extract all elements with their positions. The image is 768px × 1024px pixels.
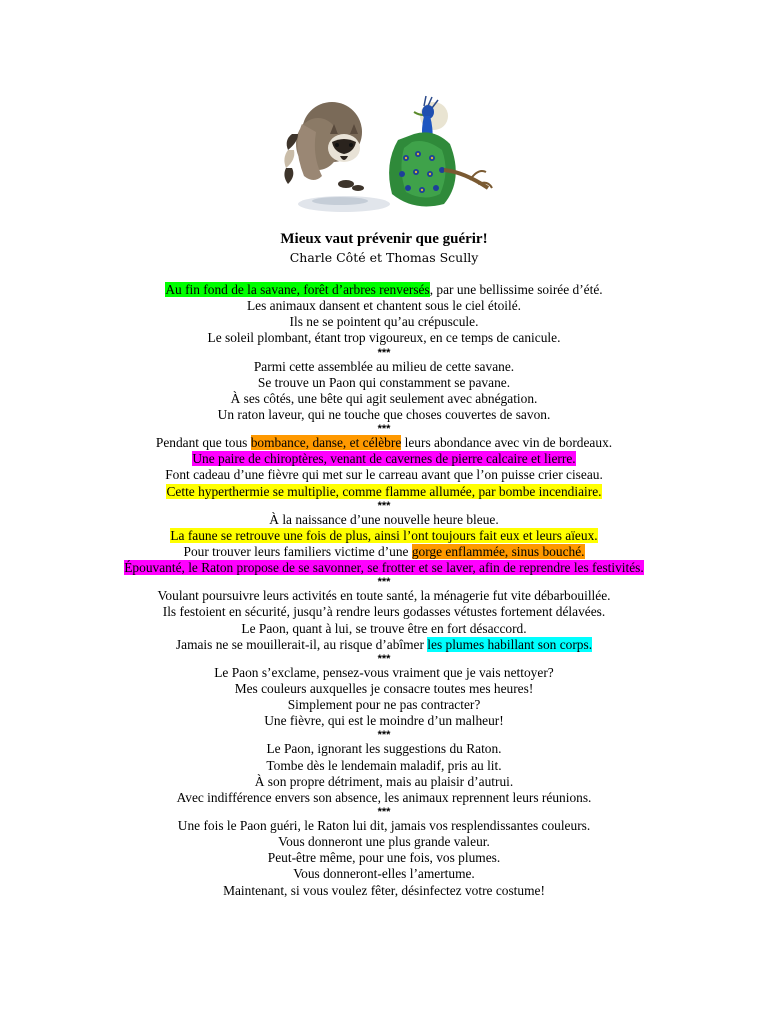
highlighted-text: les plumes habillant son corps.: [427, 636, 593, 652]
poem-line: [0, 330, 768, 346]
poem-line: [0, 621, 768, 637]
poem-line: [0, 467, 768, 483]
line-text: Vous donneront une plus grande valeur.: [278, 834, 490, 850]
highlighted-text: bombance, danse, et célèbre: [250, 435, 402, 451]
highlighted-text: Une paire de chiroptères, venant de cavernes de pierre calcaire et lierre.: [192, 451, 576, 467]
poem-line: [0, 604, 768, 620]
poem-line: [0, 451, 768, 467]
stanza-separator: ***: [377, 346, 391, 359]
stanza-separator: ***: [377, 423, 391, 436]
line-text: Pendant que tous: [155, 435, 251, 451]
line-text: leurs abondance avec vin de bordeaux.: [401, 435, 613, 451]
line-text: Une fièvre, qui est le moindre d’un malheur!: [264, 713, 504, 729]
poem-line: [0, 665, 768, 681]
line-text: Peut-être même, pour une fois, vos plumes.: [267, 850, 501, 866]
poem-line: [0, 681, 768, 697]
poem-line: [0, 818, 768, 834]
poem-line: [0, 850, 768, 866]
line-text: Ils ne se pointent qu’au crépuscule.: [289, 314, 479, 330]
poem-line: [0, 391, 768, 407]
raccoon-icon: [284, 102, 390, 212]
illustration-svg: [274, 84, 498, 216]
line-text: Vous donneront-elles l’amertume.: [293, 866, 475, 882]
line-text: Voulant poursuivre leurs activités en toute santé, la ménagerie fut vite débarbouillée.: [157, 588, 611, 604]
poem-line: [0, 697, 768, 713]
line-text: Mes couleurs auxquelles je consacre toutes mes heures!: [234, 680, 534, 696]
line-text: Le soleil plombant, étant trop vigoureux, en ce temps de canicule.: [207, 330, 561, 346]
highlighted-text: Cette hyperthermie se multiplie, comme flamme allumée, par bombe incendiaire.: [166, 483, 602, 499]
poem-line: [0, 484, 768, 500]
poem-line: [0, 359, 768, 375]
line-text: Se trouve un Paon qui constamment se pavane.: [257, 374, 511, 390]
poem-line: [0, 637, 768, 653]
poem-line: [0, 834, 768, 850]
line-text: Le Paon, quant à lui, se trouve être en fort désaccord.: [241, 620, 527, 636]
stanza-separator: ***: [377, 499, 391, 512]
line-text: Jamais ne se mouillerait-il, au risque d’abîmer: [175, 636, 428, 652]
poem-line: [0, 741, 768, 757]
line-text: , par une bellissime soirée d’été.: [429, 282, 603, 297]
stanza-separator: ***: [377, 729, 391, 742]
poem-title: Mieux vaut prévenir que guérir!: [280, 231, 488, 247]
poem-authors: Charle Côté et Thomas Scully: [289, 250, 479, 265]
poem-line: [0, 528, 768, 544]
line-text: Les animaux dansent et chantent sous le ciel étoilé.: [246, 298, 522, 314]
line-text: Tombe dès le lendemain maladif, pris au lit.: [266, 757, 502, 773]
stanza-separator: ***: [377, 652, 391, 665]
stanza-separator: ***: [377, 805, 391, 818]
line-text: Un raton laveur, qui ne touche que choses couvertes de savon.: [217, 406, 551, 422]
poem-line: [0, 713, 768, 729]
poem-line: [0, 282, 768, 298]
poem-body: [0, 282, 768, 899]
header-illustration: [274, 84, 498, 216]
poem-line: [0, 790, 768, 806]
stanza-separator: ***: [377, 576, 391, 589]
poem-line: [0, 512, 768, 528]
line-text: Ils festoient en sécurité, jusqu’à rendre leurs godasses vétustes fortement délavées.: [162, 604, 606, 620]
line-text: Maintenant, si vous voulez fêter, désinfectez votre costume!: [223, 882, 545, 898]
line-text: Le Paon, ignorant les suggestions du Raton.: [266, 741, 502, 757]
highlighted-text: gorge enflammée, sinus bouché.: [411, 543, 585, 559]
highlighted-text: Au fin fond de la savane, forêt d’arbres renversés: [165, 282, 430, 297]
line-text: À ses côtés, une bête qui agit seulement avec abnégation.: [230, 390, 538, 406]
line-text: Simplement pour ne pas contracter?: [287, 697, 481, 713]
poem-line: [0, 866, 768, 882]
poem-line: [0, 435, 768, 451]
line-text: Avec indifférence envers son absence, les animaux reprennent leurs réunions.: [176, 789, 592, 805]
poem-line: [0, 298, 768, 314]
poem-line: [0, 314, 768, 330]
line-text: Font cadeau d’une fièvre qui met sur le carreau avant que l’on puisse crier ciseau.: [165, 467, 603, 483]
peacock-icon: [389, 96, 492, 206]
poem-line: [0, 588, 768, 604]
poem-line: [0, 544, 768, 560]
poem-line: [0, 407, 768, 423]
highlighted-text: Épouvanté, le Raton propose de se savonner, se frotter et se laver, afin de reprendre les festivités.: [124, 560, 644, 576]
line-text: À son propre détriment, mais au plaisir d’autrui.: [254, 773, 514, 789]
highlighted-text: La faune se retrouve une fois de plus, ainsi l’ont toujours fait eux et leurs aïeux.: [170, 527, 598, 543]
poem-line: [0, 883, 768, 899]
poem-line: [0, 560, 768, 576]
line-text: Parmi cette assemblée au milieu de cette savane.: [253, 358, 515, 374]
line-text: À la naissance d’une nouvelle heure bleue.: [269, 511, 499, 527]
poem-line: [0, 375, 768, 391]
line-text: Une fois le Paon guéri, le Raton lui dit, jamais vos resplendissantes couleurs.: [177, 817, 591, 833]
line-text: Le Paon s’exclame, pensez-vous vraiment que je vais nettoyer?: [214, 664, 554, 680]
poem-line: [0, 758, 768, 774]
poem-line: [0, 774, 768, 790]
line-text: Pour trouver leurs familiers victime d’une: [183, 543, 412, 559]
